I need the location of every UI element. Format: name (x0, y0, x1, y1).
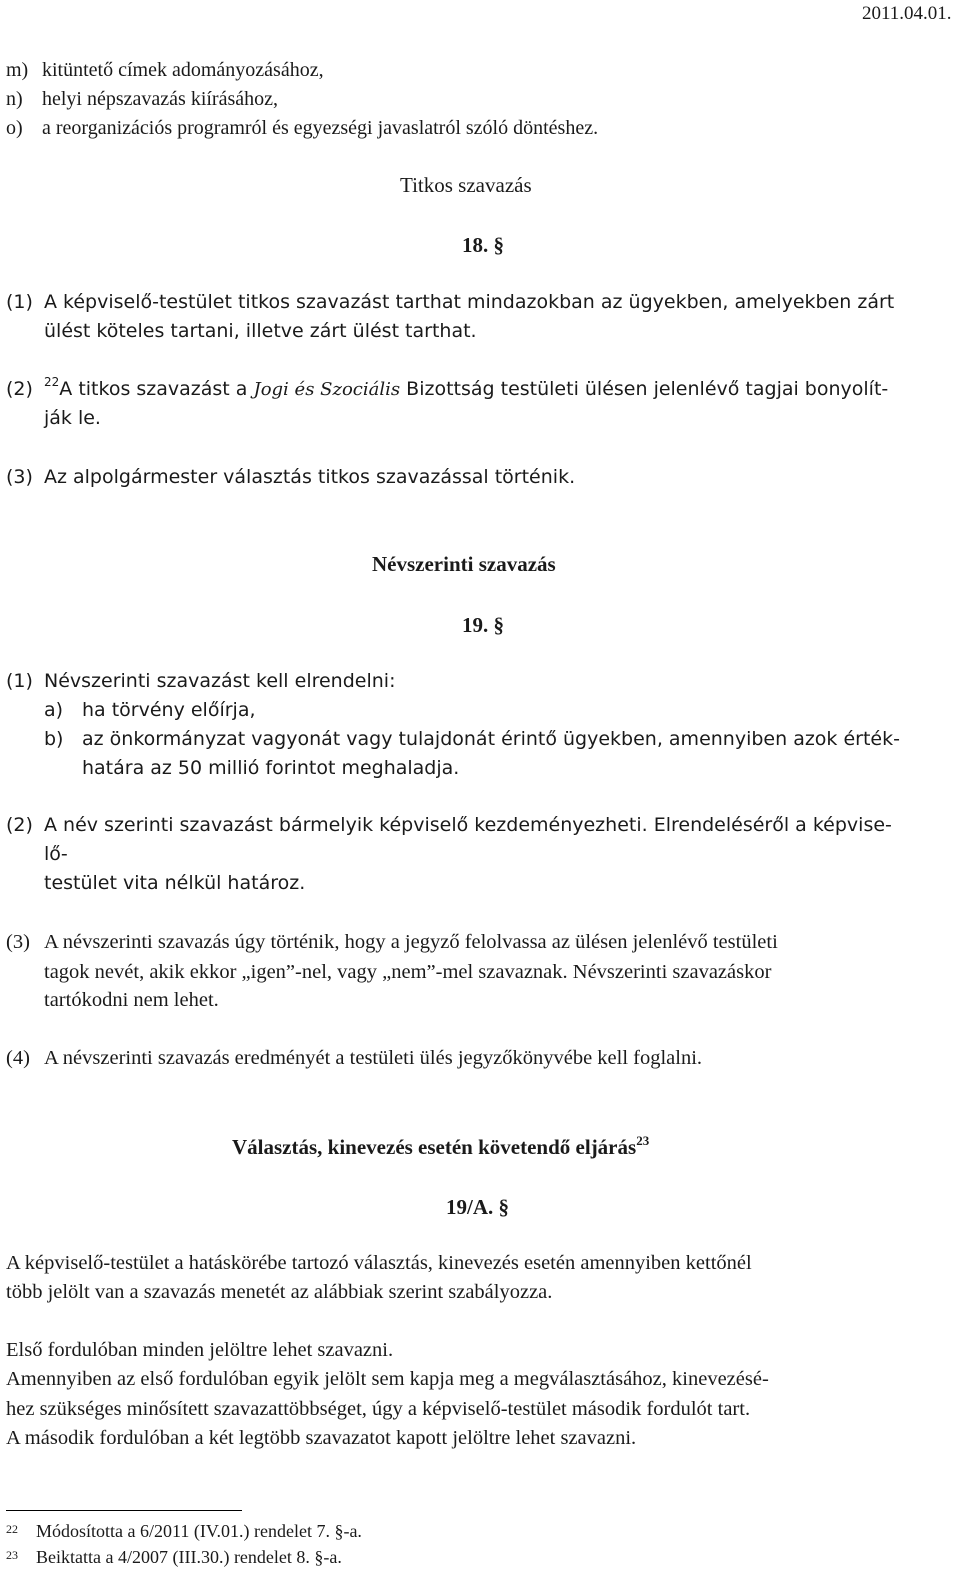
list-item (6, 85, 278, 114)
paragraph-line: tartókodni nem lehet. (44, 989, 219, 1011)
section-number: 18. § (462, 233, 504, 257)
paragraph-line: határa az 50 millió forintot meghaladja. (82, 757, 460, 779)
paragraph-line (6, 375, 888, 404)
section-heading: Titkos szavazás (400, 173, 532, 197)
paragraph-number: (3) (6, 466, 33, 488)
paragraph-number: (1) (6, 670, 33, 692)
footnote-number: 22 (6, 1522, 18, 1536)
paragraph-text: A név szerinti szavazást bármelyik képviselő kezdeményezheti. Elrendeléséről a képvise- (44, 814, 892, 836)
paragraph-text: A képviselő-testület titkos szavazást tarthat mindazokban az ügyekben, amelyekben zárt (44, 291, 895, 313)
paragraph-line (6, 463, 575, 492)
paragraph-line: tagok nevét, akik ekkor „igen”-nel, vagy „nem”-mel szavaznak. Névszerinti szavazáskor (44, 961, 772, 983)
paragraph-line (6, 288, 894, 317)
list-text: a reorganizációs programról és egyezségi javaslatról szóló döntéshez. (42, 117, 599, 139)
footnote-ref: 22 (44, 375, 60, 389)
paragraph-italic: Jogi és Szociális (253, 379, 401, 400)
paragraph-line: ülést köteles tartani, illetve zárt ülést tarthat. (44, 320, 477, 342)
footnote (6, 1519, 362, 1543)
paragraph-line (6, 1044, 702, 1073)
paragraph-line: hez szükséges minősített szavazattöbbséget, úgy a képviselő-testület második fordulót tart. (6, 1398, 751, 1420)
section-number: 19/A. § (446, 1195, 509, 1219)
section-number: 19. § (462, 613, 504, 637)
list-item (44, 696, 256, 725)
list-marker: m) (6, 59, 29, 81)
list-text: helyi népszavazás kiírásához, (42, 88, 279, 110)
paragraph-line: A második fordulóban a két legtöbb szavazatot kapott jelöltre lehet szavazni. (6, 1427, 637, 1449)
paragraph-line (6, 811, 892, 840)
paragraph-line (6, 667, 395, 696)
footnote-ref: 23 (636, 1133, 650, 1148)
paragraph-line: A képviselő-testület a hatáskörébe tartozó választás, kinevezés esetén amennyiben kettőnél (6, 1252, 752, 1274)
footnote-text: Módosította a 6/2011 (IV.01.) rendelet 7. §-a. (36, 1521, 362, 1541)
list-text: kitüntető címek adományozásához, (42, 59, 324, 81)
section-heading-text: Választás, kinevezés esetén követendő eljárás (232, 1135, 637, 1159)
list-text: ha törvény előírja, (82, 699, 256, 721)
paragraph-line: Első fordulóban minden jelöltre lehet szavazni. (6, 1339, 394, 1361)
paragraph-text: A névszerinti szavazás úgy történik, hogy a jegyző felolvassa az ülésen jelenlévő testületi (44, 931, 778, 953)
list-item (6, 114, 598, 143)
paragraph-text: A titkos szavazást a (59, 378, 254, 400)
list-marker: o) (6, 117, 23, 139)
paragraph-number: (2) (6, 814, 33, 836)
paragraph-text: Az alpolgármester választás titkos szavazással történik. (44, 466, 576, 488)
list-item (6, 56, 324, 85)
paragraph-number: (2) (6, 378, 33, 400)
list-marker: b) (44, 728, 64, 750)
section-heading (232, 1133, 649, 1162)
list-item (44, 725, 900, 754)
paragraph-line: testület vita nélkül határoz. (44, 872, 306, 894)
paragraph-line: ják le. (44, 407, 101, 429)
list-text: az önkormányzat vagyonát vagy tulajdonát érintő ügyekben, amennyiben azok érték- (82, 728, 900, 750)
footnote-number: 23 (6, 1548, 18, 1562)
paragraph-text: Bizottság testületi ülésen jelenlévő tagjai bonyolít- (400, 378, 889, 400)
footnote (6, 1545, 342, 1569)
list-marker: a) (44, 699, 64, 721)
list-marker: n) (6, 88, 23, 110)
footnote-divider (6, 1510, 242, 1511)
paragraph-number: (3) (6, 931, 30, 953)
paragraph-text: Névszerinti szavazást kell elrendelni: (44, 670, 396, 692)
section-heading: Névszerinti szavazás (372, 552, 556, 576)
page-date: 2011.04.01. (862, 3, 952, 24)
paragraph-number: (4) (6, 1047, 30, 1069)
paragraph-text: A névszerinti szavazás eredményét a testületi ülés jegyzőkönyvébe kell foglalni. (44, 1047, 703, 1069)
paragraph-line: több jelölt van a szavazás menetét az alábbiak szerint szabályozza. (6, 1281, 553, 1303)
paragraph-line: Amennyiben az első fordulóban egyik jelölt sem kapja meg a megválasztásához, kinevezésé- (6, 1368, 769, 1390)
paragraph-number: (1) (6, 291, 33, 313)
paragraph-line: lő- (44, 843, 68, 865)
paragraph-line (6, 928, 778, 957)
footnote-text: Beiktatta a 4/2007 (III.30.) rendelet 8. §-a. (36, 1547, 342, 1567)
